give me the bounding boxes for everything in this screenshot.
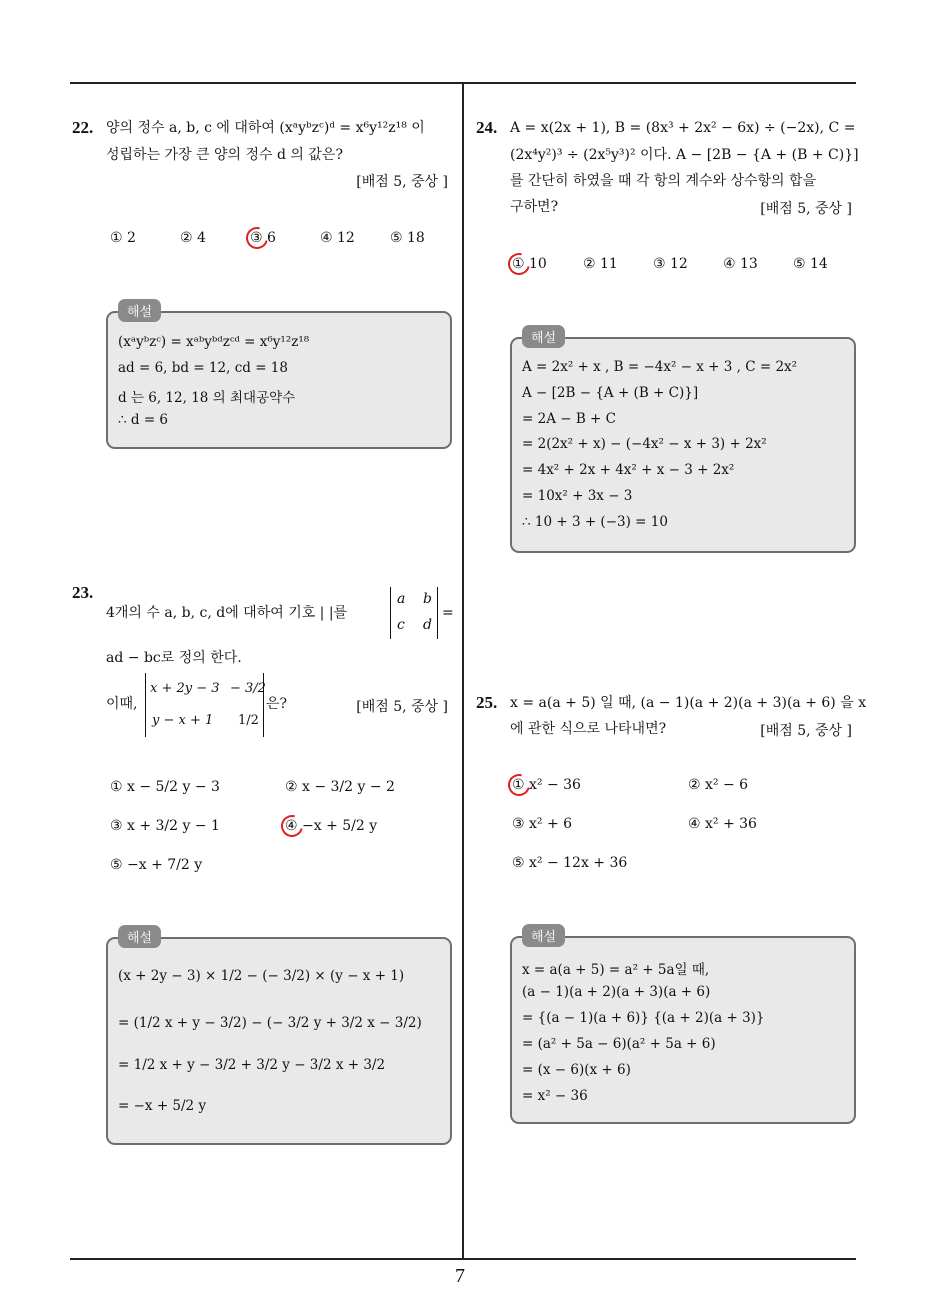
solution-line: x = a(a + 5) = a² + 5a일 때, bbox=[522, 962, 710, 978]
det-entry: a bbox=[397, 591, 406, 607]
question-text-line: (2x⁴y²)³ ÷ (2x⁵y³)² 이다. A − [2B − {A + (B + C)}] bbox=[510, 147, 859, 163]
score-label: [배점 5, 중상 ] bbox=[760, 201, 852, 217]
question-text-line: 를 간단히 하였을 때 각 항의 계수와 상수항의 합을 bbox=[510, 173, 817, 189]
solution-line: A − [2B − {A + (B + C)}] bbox=[522, 385, 699, 401]
choice-4[interactable]: ④ −x + 5/2 y bbox=[285, 818, 378, 834]
score-label: [배점 5, 중상 ] bbox=[356, 699, 448, 715]
question-text-line: 은? bbox=[266, 696, 288, 712]
choice-1[interactable]: ① x − 5/2 y − 3 bbox=[110, 779, 220, 795]
page-number: 7 bbox=[455, 1265, 465, 1287]
choice-3[interactable]: ③ x + 3/2 y − 1 bbox=[110, 818, 220, 834]
score-label: [배점 5, 중상 ] bbox=[356, 174, 448, 190]
choice-5[interactable]: ⑤ −x + 7/2 y bbox=[110, 857, 203, 873]
choice-5[interactable]: ⑤ 18 bbox=[390, 230, 425, 246]
choice-3[interactable]: ③ x² + 6 bbox=[512, 816, 573, 832]
solution-line: (xᵃyᵇzᶜ) = xᵃᵇyᵇᵈzᶜᵈ = x⁶y¹²z¹⁸ bbox=[118, 334, 310, 350]
question-text-line: 양의 정수 a, b, c 에 대하여 (xᵃyᵇzᶜ)ᵈ = x⁶y¹²z¹⁸ 이 bbox=[106, 120, 425, 136]
choice-2[interactable]: ② x² − 6 bbox=[688, 777, 749, 793]
question-number: 24. bbox=[476, 118, 498, 137]
choice-5[interactable]: ⑤ 14 bbox=[793, 256, 828, 272]
solution-line: ∴ d = 6 bbox=[118, 412, 169, 428]
answer-mark-circle bbox=[277, 811, 307, 841]
solution-line: = 2A − B + C bbox=[522, 411, 616, 427]
solution-line: = 10x² + 3x − 3 bbox=[522, 488, 633, 504]
matrix-entry: x + 2y − 3 bbox=[150, 681, 220, 696]
answer-mark-circle bbox=[504, 249, 534, 279]
solution-line: A = 2x² + x , B = −4x² − x + 3 , C = 2x² bbox=[522, 359, 798, 375]
solution-line: d 는 6, 12, 18 의 최대공약수 bbox=[118, 390, 296, 406]
question-number: 23. bbox=[72, 583, 94, 602]
solution-line: ∴ 10 + 3 + (−3) = 10 bbox=[522, 514, 668, 530]
choice-3[interactable]: ③ 12 bbox=[653, 256, 688, 272]
score-label: [배점 5, 중상 ] bbox=[760, 723, 852, 739]
solution-line: = x² − 36 bbox=[522, 1088, 588, 1104]
choice-1[interactable]: ① 2 bbox=[110, 230, 136, 246]
choice-2[interactable]: ② 4 bbox=[180, 230, 206, 246]
determinant-matrix bbox=[145, 673, 264, 737]
solution-tag: 해설 bbox=[522, 325, 565, 348]
det-entry: d bbox=[423, 617, 432, 633]
solution-line: = {(a − 1)(a + 6)} {(a + 2)(a + 3)} bbox=[522, 1010, 765, 1026]
solution-tag: 해설 bbox=[118, 299, 161, 322]
question-text-line: 성립하는 가장 큰 양의 정수 d 의 값은? bbox=[106, 147, 343, 163]
solution-line: = 4x² + 2x + 4x² + x − 3 + 2x² bbox=[522, 462, 735, 478]
choice-1[interactable]: ① x² − 36 bbox=[512, 777, 581, 793]
solution-line: (a − 1)(a + 2)(a + 3)(a + 6) bbox=[522, 984, 711, 1000]
bottom-rule bbox=[70, 1258, 856, 1260]
solution-tag: 해설 bbox=[118, 925, 161, 948]
choice-3[interactable]: ③ 6 bbox=[250, 230, 276, 246]
choice-4[interactable]: ④ 12 bbox=[320, 230, 355, 246]
equals-sign: = bbox=[442, 605, 454, 621]
det-entry: b bbox=[423, 591, 432, 607]
column-divider bbox=[462, 84, 464, 1260]
solution-line: = 2(2x² + x) − (−4x² − x + 3) + 2x² bbox=[522, 436, 767, 452]
choice-4[interactable]: ④ 13 bbox=[723, 256, 758, 272]
solution-line: (x + 2y − 3) × 1/2 − (− 3/2) × (y − x + 1) bbox=[118, 968, 405, 984]
answer-mark-circle bbox=[242, 223, 272, 253]
det-entry: c bbox=[397, 617, 405, 633]
solution-line: = (1/2 x + y − 3/2) − (− 3/2 y + 3/2 x − 3/2) bbox=[118, 1015, 422, 1031]
question-text-line: 에 관한 식으로 나타내면? bbox=[510, 721, 667, 737]
solution-line: = (x − 6)(x + 6) bbox=[522, 1062, 631, 1078]
solution-box bbox=[106, 311, 452, 449]
solution-line: ad = 6, bd = 12, cd = 18 bbox=[118, 360, 288, 376]
solution-line: = 1/2 x + y − 3/2 + 3/2 y − 3/2 x + 3/2 bbox=[118, 1057, 386, 1073]
question-text-line: 구하면? bbox=[510, 199, 559, 215]
choice-1[interactable]: ① 10 bbox=[512, 256, 547, 272]
determinant-definition bbox=[390, 587, 438, 639]
choice-2[interactable]: ② x − 3/2 y − 2 bbox=[285, 779, 395, 795]
solution-line: = −x + 5/2 y bbox=[118, 1098, 207, 1114]
solution-tag: 해설 bbox=[522, 924, 565, 947]
question-text-line: A = x(2x + 1), B = (8x³ + 2x² − 6x) ÷ (−2x), C = bbox=[510, 120, 856, 136]
matrix-entry: − 3/2 bbox=[230, 681, 266, 696]
solution-line: = (a² + 5a − 6)(a² + 5a + 6) bbox=[522, 1036, 716, 1052]
choice-2[interactable]: ② 11 bbox=[583, 256, 618, 272]
question-text-line: 4개의 수 a, b, c, d에 대하여 기호 | |를 bbox=[106, 605, 348, 621]
question-text-line: x = a(a + 5) 일 때, (a − 1)(a + 2)(a + 3)(a + 6) 을 x bbox=[510, 695, 867, 711]
question-text-line: 이때, bbox=[106, 696, 138, 712]
question-number: 25. bbox=[476, 693, 498, 712]
question-number: 22. bbox=[72, 118, 94, 137]
answer-mark-circle bbox=[504, 770, 534, 800]
question-text-line: ad − bc로 정의 한다. bbox=[106, 650, 242, 666]
choice-5[interactable]: ⑤ x² − 12x + 36 bbox=[512, 855, 628, 871]
choice-4[interactable]: ④ x² + 36 bbox=[688, 816, 757, 832]
matrix-entry: y − x + 1 bbox=[152, 713, 214, 728]
matrix-entry: 1/2 bbox=[238, 713, 259, 728]
